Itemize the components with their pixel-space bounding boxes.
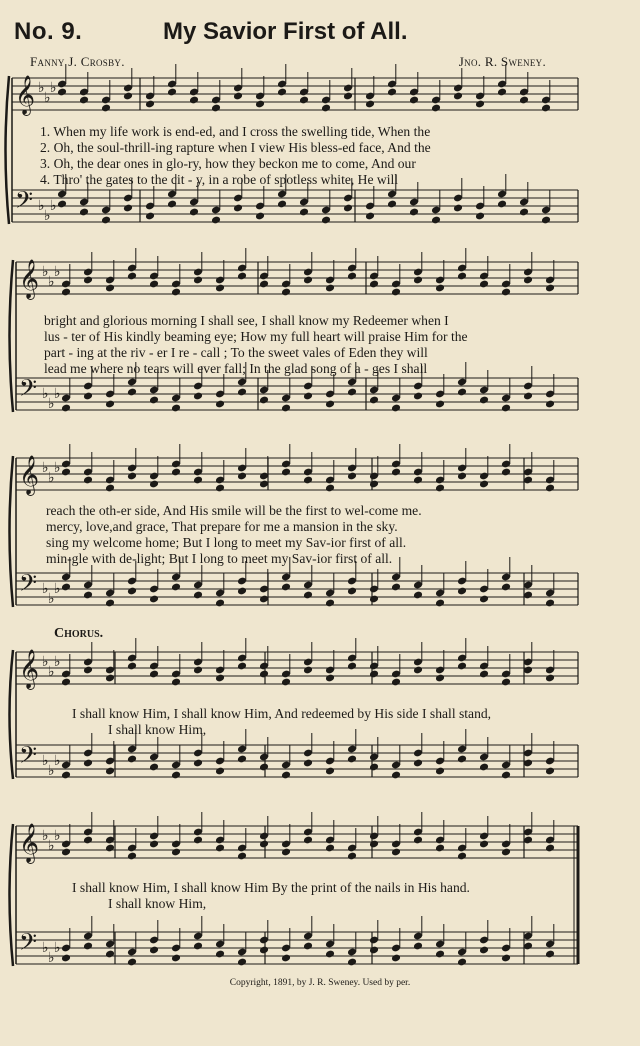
lyric-line: lead me where no tears will ever fall; In the glad song of a - ges I shall <box>44 361 428 376</box>
lyric-line: min-gle with de-light; But I long to meet my Sav-ior first of all. <box>46 551 393 566</box>
note-head <box>281 954 291 963</box>
note-head <box>303 759 313 768</box>
note-head <box>61 468 71 477</box>
note-head <box>413 759 423 768</box>
note-head <box>193 942 203 951</box>
note-head <box>255 212 265 221</box>
brace <box>10 824 14 966</box>
flat-icon: ♭ <box>54 386 61 402</box>
note-head <box>343 92 353 101</box>
note-head <box>79 208 89 217</box>
note-head <box>215 400 225 409</box>
note-head <box>413 392 423 401</box>
note-head <box>255 100 265 109</box>
note-head <box>325 950 335 959</box>
note-head <box>83 392 93 401</box>
note-head <box>387 200 397 209</box>
lyric-line: I shall know Him, I shall know Him By the print of the nails in His hand. <box>72 880 470 895</box>
note-head <box>193 476 203 485</box>
note-head <box>79 96 89 105</box>
note-head <box>519 208 529 217</box>
note-head <box>171 404 181 413</box>
note-head <box>497 200 507 209</box>
note-head <box>171 771 181 780</box>
note-head <box>171 954 181 963</box>
note-head <box>391 954 401 963</box>
note-head <box>501 678 511 687</box>
note-head <box>413 666 423 675</box>
note-head <box>259 280 269 289</box>
note-head <box>237 388 247 397</box>
flat-icon: ♭ <box>48 664 55 680</box>
treble-clef-icon: 𝄞 <box>15 75 36 115</box>
note-head <box>413 836 423 845</box>
note-head <box>127 662 137 671</box>
note-head <box>457 388 467 397</box>
flat-icon: ♭ <box>54 460 61 476</box>
note-head <box>479 946 489 955</box>
note-head <box>523 392 533 401</box>
lyric-line: part - ing at the riv - er I re - call ; To the sweet vales of Eden they will <box>44 345 428 360</box>
note-head <box>409 208 419 217</box>
note-head <box>435 599 445 608</box>
chorus-label: Chorus. <box>54 626 104 641</box>
flat-icon: ♭ <box>44 208 51 224</box>
note-head <box>259 396 269 405</box>
note-head <box>123 92 133 101</box>
note-head <box>343 204 353 213</box>
note-head <box>211 216 221 225</box>
note-head <box>299 96 309 105</box>
note-head <box>237 852 247 861</box>
note-head <box>149 595 159 604</box>
lyricist-credit: Fanny J. Crosby. <box>30 54 125 69</box>
note-head <box>325 674 335 683</box>
flat-icon: ♭ <box>48 396 55 412</box>
note-head <box>391 848 401 857</box>
note-head <box>369 280 379 289</box>
lyric-line: sing my welcome home; But I long to meet my Sav-ior first of all. <box>46 535 407 550</box>
note-head <box>347 958 357 967</box>
note-head <box>105 674 115 683</box>
note-head <box>105 844 115 853</box>
note-head <box>237 587 247 596</box>
note-head <box>105 950 115 959</box>
note-head <box>435 950 445 959</box>
note-head <box>501 954 511 963</box>
note-head <box>369 840 379 849</box>
note-head <box>347 852 357 861</box>
note-head <box>149 670 159 679</box>
note-head <box>215 674 225 683</box>
note-head <box>479 480 489 489</box>
note-head <box>259 840 269 849</box>
note-head <box>501 583 511 592</box>
lyric-line: lus - ter of His kindly beaming eye; How my full heart will praise Him for the <box>44 329 468 344</box>
note-head <box>475 212 485 221</box>
note-head <box>193 392 203 401</box>
note-head <box>501 848 511 857</box>
note-head <box>61 288 71 297</box>
flat-icon: ♭ <box>42 581 49 597</box>
note-head <box>409 96 419 105</box>
note-head <box>105 484 115 493</box>
note-head <box>237 755 247 764</box>
note-head <box>545 950 555 959</box>
lyric-line: I shall know Him, I shall know Him, And redeemed by His side I shall stand, <box>72 706 492 721</box>
lyric-line: I shall know Him, <box>108 722 207 737</box>
note-head <box>145 212 155 221</box>
note-head <box>523 276 533 285</box>
note-head <box>127 388 137 397</box>
flat-icon: ♭ <box>42 940 49 956</box>
note-head <box>413 591 423 600</box>
hymn-number: No. 9. <box>14 18 83 45</box>
note-head <box>281 583 291 592</box>
note-head <box>167 200 177 209</box>
flat-icon: ♭ <box>48 950 55 966</box>
note-head <box>435 674 445 683</box>
note-head <box>303 476 313 485</box>
note-head <box>149 280 159 289</box>
note-head <box>369 480 379 489</box>
note-head <box>325 284 335 293</box>
note-head <box>321 216 331 225</box>
note-head <box>435 844 445 853</box>
note-head <box>545 400 555 409</box>
note-head <box>215 767 225 776</box>
bass-clef-icon: 𝄢 <box>19 374 38 407</box>
note-head <box>189 208 199 217</box>
note-head <box>303 666 313 675</box>
note-head <box>347 755 357 764</box>
lyric-line: 1. When my life work is end-ed, and I cross the swelling tide, When the <box>40 124 431 139</box>
lyric-line: reach the oth-er side, And His smile will be the first to wel-come me. <box>46 503 422 518</box>
note-head <box>545 844 555 853</box>
note-head <box>281 848 291 857</box>
note-head <box>541 216 551 225</box>
note-head <box>479 595 489 604</box>
note-head <box>431 216 441 225</box>
note-head <box>475 100 485 109</box>
note-head <box>347 587 357 596</box>
note-head <box>545 767 555 776</box>
note-head <box>83 666 93 675</box>
flat-icon: ♭ <box>54 654 61 670</box>
brace <box>10 260 14 412</box>
note-head <box>167 88 177 97</box>
note-head <box>325 599 335 608</box>
brace <box>10 456 14 607</box>
flat-icon: ♭ <box>42 264 49 280</box>
note-head <box>61 583 71 592</box>
note-head <box>61 848 71 857</box>
note-head <box>127 755 137 764</box>
note-head <box>391 404 401 413</box>
note-head <box>369 946 379 955</box>
note-head <box>387 88 397 97</box>
note-head <box>413 942 423 951</box>
note-head <box>101 104 111 113</box>
note-head <box>57 88 67 97</box>
bass-clef-icon: 𝄢 <box>19 741 38 774</box>
note-head <box>545 674 555 683</box>
note-head <box>277 200 287 209</box>
bass-clef-icon: 𝄢 <box>19 569 38 602</box>
flat-icon: ♭ <box>38 80 45 96</box>
note-head <box>233 204 243 213</box>
flat-icon: ♭ <box>54 581 61 597</box>
note-head <box>127 587 137 596</box>
note-head <box>149 480 159 489</box>
note-head <box>105 400 115 409</box>
lyric-line: 3. Oh, the dear ones in glo-ry, how they beckon me to come, And our <box>40 156 416 171</box>
note-head <box>435 284 445 293</box>
note-head <box>369 396 379 405</box>
flat-icon: ♭ <box>48 838 55 854</box>
note-head <box>431 104 441 113</box>
treble-clef-icon: 𝄞 <box>19 259 40 299</box>
note-head <box>193 591 203 600</box>
note-head <box>171 848 181 857</box>
note-head <box>123 204 133 213</box>
note-head <box>233 92 243 101</box>
note-head <box>391 288 401 297</box>
flat-icon: ♭ <box>42 753 49 769</box>
note-head <box>479 670 489 679</box>
note-head <box>237 272 247 281</box>
note-head <box>519 96 529 105</box>
note-head <box>501 404 511 413</box>
flat-icon: ♭ <box>48 591 55 607</box>
flat-icon: ♭ <box>42 386 49 402</box>
note-head <box>457 472 467 481</box>
note-head <box>479 840 489 849</box>
note-head <box>457 272 467 281</box>
flat-icon: ♭ <box>48 274 55 290</box>
treble-clef-icon: 𝄞 <box>19 649 40 689</box>
note-head <box>545 484 555 493</box>
composer-credit: Jno. R. Sweney. <box>458 54 546 69</box>
note-head <box>453 92 463 101</box>
note-head <box>325 400 335 409</box>
note-head <box>413 476 423 485</box>
note-head <box>435 767 445 776</box>
note-head <box>303 836 313 845</box>
note-head <box>303 591 313 600</box>
note-head <box>545 599 555 608</box>
note-head <box>83 942 93 951</box>
note-head <box>83 276 93 285</box>
note-head <box>101 216 111 225</box>
flat-icon: ♭ <box>48 470 55 486</box>
note-head <box>365 212 375 221</box>
note-head <box>215 284 225 293</box>
note-head <box>83 759 93 768</box>
note-head <box>303 942 313 951</box>
note-head <box>457 662 467 671</box>
treble-clef-icon: 𝄞 <box>19 823 40 863</box>
note-head <box>171 288 181 297</box>
note-head <box>325 844 335 853</box>
flat-icon: ♭ <box>54 753 61 769</box>
note-head <box>149 840 159 849</box>
note-head <box>215 844 225 853</box>
note-head <box>347 662 357 671</box>
note-head <box>281 288 291 297</box>
note-head <box>365 100 375 109</box>
lyric-line: 4. Thro' the gates to the cit - y, in a robe of spotless white, He will <box>40 172 399 187</box>
note-head <box>215 484 225 493</box>
note-head <box>347 272 357 281</box>
note-head <box>369 595 379 604</box>
note-head <box>145 100 155 109</box>
note-head <box>457 852 467 861</box>
note-head <box>127 958 137 967</box>
note-head <box>61 404 71 413</box>
note-head <box>501 468 511 477</box>
note-head <box>545 284 555 293</box>
note-head <box>105 284 115 293</box>
note-head <box>105 767 115 776</box>
note-head <box>127 472 137 481</box>
lyric-line: bright and glorious morning I shall see, I shall know my Redeemer when I <box>44 313 449 328</box>
note-head <box>259 946 269 955</box>
note-head <box>369 763 379 772</box>
note-head <box>299 208 309 217</box>
note-head <box>413 276 423 285</box>
note-head <box>281 468 291 477</box>
flat-icon: ♭ <box>42 654 49 670</box>
note-head <box>215 950 225 959</box>
note-head <box>479 763 489 772</box>
note-head <box>541 104 551 113</box>
note-head <box>281 404 291 413</box>
note-head <box>83 836 93 845</box>
note-head <box>149 946 159 955</box>
brace <box>10 650 14 779</box>
hymn-title: My Savior First of All. <box>163 18 408 45</box>
note-head <box>281 771 291 780</box>
note-head <box>193 276 203 285</box>
note-head <box>149 763 159 772</box>
note-head <box>211 104 221 113</box>
note-head <box>83 591 93 600</box>
note-head <box>369 670 379 679</box>
note-head <box>61 771 71 780</box>
note-head <box>61 678 71 687</box>
note-head <box>325 767 335 776</box>
flat-icon: ♭ <box>50 80 57 96</box>
note-head <box>497 88 507 97</box>
flat-icon: ♭ <box>38 198 45 214</box>
note-head <box>303 276 313 285</box>
flat-icon: ♭ <box>54 940 61 956</box>
note-head <box>171 678 181 687</box>
flat-icon: ♭ <box>50 198 57 214</box>
note-head <box>453 204 463 213</box>
note-head <box>237 958 247 967</box>
note-head <box>435 400 445 409</box>
note-head <box>171 583 181 592</box>
flat-icon: ♭ <box>44 90 51 106</box>
note-head <box>61 954 71 963</box>
note-head <box>501 288 511 297</box>
note-head <box>237 662 247 671</box>
note-head <box>391 583 401 592</box>
note-head <box>457 755 467 764</box>
note-head <box>259 670 269 679</box>
note-head <box>127 852 137 861</box>
note-head <box>189 96 199 105</box>
flat-icon: ♭ <box>54 828 61 844</box>
note-head <box>479 396 489 405</box>
note-head <box>325 484 335 493</box>
note-head <box>193 836 203 845</box>
note-head <box>347 388 357 397</box>
lyric-line: 2. Oh, the soul-thrill-ing rapture when I view His bless-ed face, And the <box>40 140 431 155</box>
note-head <box>391 678 401 687</box>
flat-icon: ♭ <box>48 763 55 779</box>
lyric-line: I shall know Him, <box>108 896 207 911</box>
note-head <box>435 484 445 493</box>
note-head <box>277 88 287 97</box>
lyric-line: mercy, love,and grace, That prepare for me a mansion in the sky. <box>46 519 398 534</box>
flat-icon: ♭ <box>42 828 49 844</box>
note-head <box>193 759 203 768</box>
note-head <box>193 666 203 675</box>
note-head <box>127 272 137 281</box>
note-head <box>347 472 357 481</box>
note-head <box>303 392 313 401</box>
note-head <box>149 396 159 405</box>
note-head <box>281 678 291 687</box>
note-head <box>391 468 401 477</box>
note-head <box>457 587 467 596</box>
note-head <box>457 958 467 967</box>
treble-clef-icon: 𝄞 <box>19 455 40 495</box>
brace <box>6 76 10 224</box>
note-head <box>215 599 225 608</box>
bass-clef-icon: 𝄢 <box>15 186 34 219</box>
flat-icon: ♭ <box>54 264 61 280</box>
bass-clef-icon: 𝄢 <box>19 928 38 961</box>
note-head <box>83 476 93 485</box>
note-head <box>57 200 67 209</box>
note-head <box>171 468 181 477</box>
note-head <box>321 104 331 113</box>
note-head <box>259 763 269 772</box>
flat-icon: ♭ <box>42 460 49 476</box>
copyright-notice: Copyright, 1891, by J. R. Sweney. Used by per. <box>229 978 411 988</box>
note-head <box>237 472 247 481</box>
note-head <box>105 599 115 608</box>
note-head <box>501 771 511 780</box>
note-head <box>479 280 489 289</box>
note-head <box>391 771 401 780</box>
